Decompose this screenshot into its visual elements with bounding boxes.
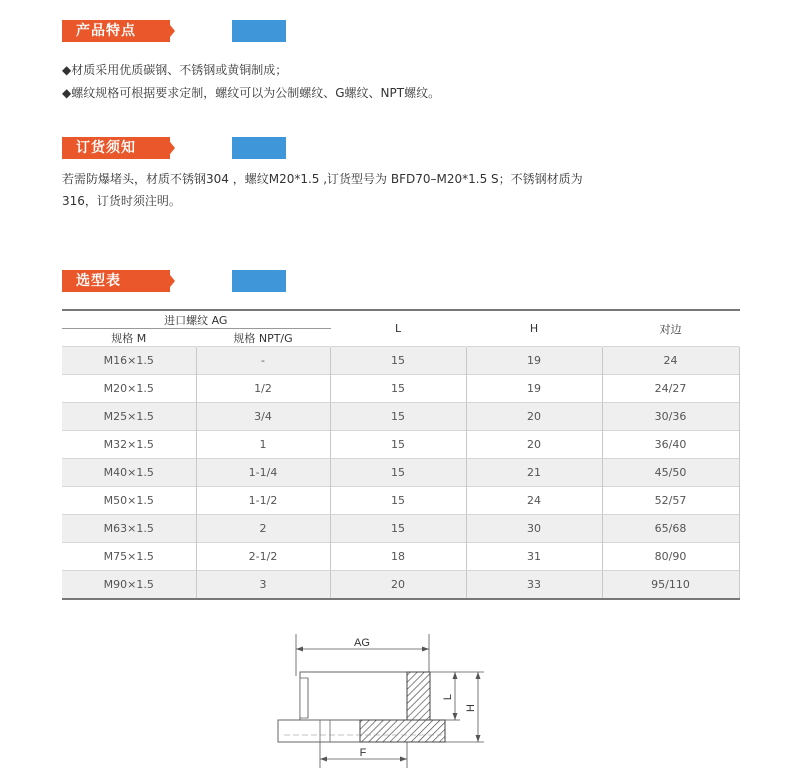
table-row [62, 375, 739, 403]
col-header-across-flats: 对边 [602, 310, 739, 347]
feature-line-1: ◆材质采用优质碳钢、不锈钢或黄铜制成； [62, 63, 288, 77]
cell-npt-g-thread: 2 [196, 515, 330, 543]
cell-npt-g-thread: 1-1/4 [196, 459, 330, 487]
drawing-label-h: H [465, 704, 477, 712]
cell-npt-g-thread: 3 [196, 571, 330, 600]
selection-section-header [62, 270, 224, 292]
ordering-section-title: 订货须知 [62, 137, 170, 159]
cell-metric-thread: M16×1.5 [62, 347, 196, 375]
ordering-section-header [62, 137, 224, 159]
cell-l: 15 [330, 487, 466, 515]
cell-across-flats: 52/57 [602, 487, 739, 515]
cell-across-flats: 65/68 [602, 515, 739, 543]
cell-npt-g-thread: 1-1/2 [196, 487, 330, 515]
selection-table [62, 309, 740, 600]
cell-npt-g-thread: 1/2 [196, 375, 330, 403]
plug-dimension-drawing [270, 628, 500, 778]
col-header-metric: 规格 M [62, 329, 196, 347]
col-header-npt-g: 规格 NPT/G [196, 329, 330, 347]
table-row [62, 431, 739, 459]
cell-l: 15 [330, 403, 466, 431]
cell-h: 24 [466, 487, 602, 515]
cell-h: 20 [466, 431, 602, 459]
selection-section-title: 选型表 [62, 270, 170, 292]
features-section-title: 产品特点 [62, 20, 170, 42]
cell-l: 18 [330, 543, 466, 571]
cell-metric-thread: M63×1.5 [62, 515, 196, 543]
cell-npt-g-thread: - [196, 347, 330, 375]
cell-metric-thread: M25×1.5 [62, 403, 196, 431]
ordering-line-1: 若需防爆堵头，材质不锈钢304 ，螺纹M20*1.5 ,订货型号为 BFD70–M20*1.5 S；不锈钢材质为 [62, 172, 583, 186]
drawing-label-l: L [442, 693, 454, 701]
cell-h: 33 [466, 571, 602, 600]
cell-metric-thread: M90×1.5 [62, 571, 196, 600]
cell-h: 31 [466, 543, 602, 571]
cell-l: 20 [330, 571, 466, 600]
cell-across-flats: 95/110 [602, 571, 739, 600]
header-blue-tab [232, 137, 286, 159]
cell-npt-g-thread: 3/4 [196, 403, 330, 431]
cell-across-flats: 45/50 [602, 459, 739, 487]
header-blue-tab [232, 20, 286, 42]
cell-metric-thread: M40×1.5 [62, 459, 196, 487]
cell-l: 15 [330, 431, 466, 459]
table-row [62, 487, 739, 515]
cell-across-flats: 24/27 [602, 375, 739, 403]
col-header-l: L [330, 310, 466, 347]
header-blue-tab [232, 270, 286, 292]
feature-line-2: ◆螺纹规格可根据要求定制，螺纹可以为公制螺纹、G螺纹、NPT螺纹。 [62, 86, 441, 100]
cell-l: 15 [330, 375, 466, 403]
drawing-label-f: F [359, 747, 367, 759]
features-section-header [62, 20, 224, 42]
cell-metric-thread: M20×1.5 [62, 375, 196, 403]
cell-across-flats: 36/40 [602, 431, 739, 459]
drawing-label-ag: AG [354, 637, 370, 649]
cell-npt-g-thread: 1 [196, 431, 330, 459]
table-row [62, 347, 739, 375]
cell-metric-thread: M50×1.5 [62, 487, 196, 515]
cell-metric-thread: M32×1.5 [62, 431, 196, 459]
cell-h: 19 [466, 375, 602, 403]
cell-h: 30 [466, 515, 602, 543]
table-row [62, 571, 739, 600]
cell-across-flats: 30/36 [602, 403, 739, 431]
table-row [62, 403, 739, 431]
ordering-line-2: 316，订货时须注明。 [62, 194, 181, 208]
thread-group-header: 进口螺纹 AG [62, 310, 330, 329]
cell-l: 15 [330, 459, 466, 487]
cell-l: 15 [330, 347, 466, 375]
cell-across-flats: 24 [602, 347, 739, 375]
table-row [62, 515, 739, 543]
cell-across-flats: 80/90 [602, 543, 739, 571]
cell-h: 21 [466, 459, 602, 487]
cell-h: 20 [466, 403, 602, 431]
table-row [62, 543, 739, 571]
table-row [62, 459, 739, 487]
cell-l: 15 [330, 515, 466, 543]
col-header-h: H [466, 310, 602, 347]
cell-metric-thread: M75×1.5 [62, 543, 196, 571]
cell-h: 19 [466, 347, 602, 375]
cell-npt-g-thread: 2-1/2 [196, 543, 330, 571]
